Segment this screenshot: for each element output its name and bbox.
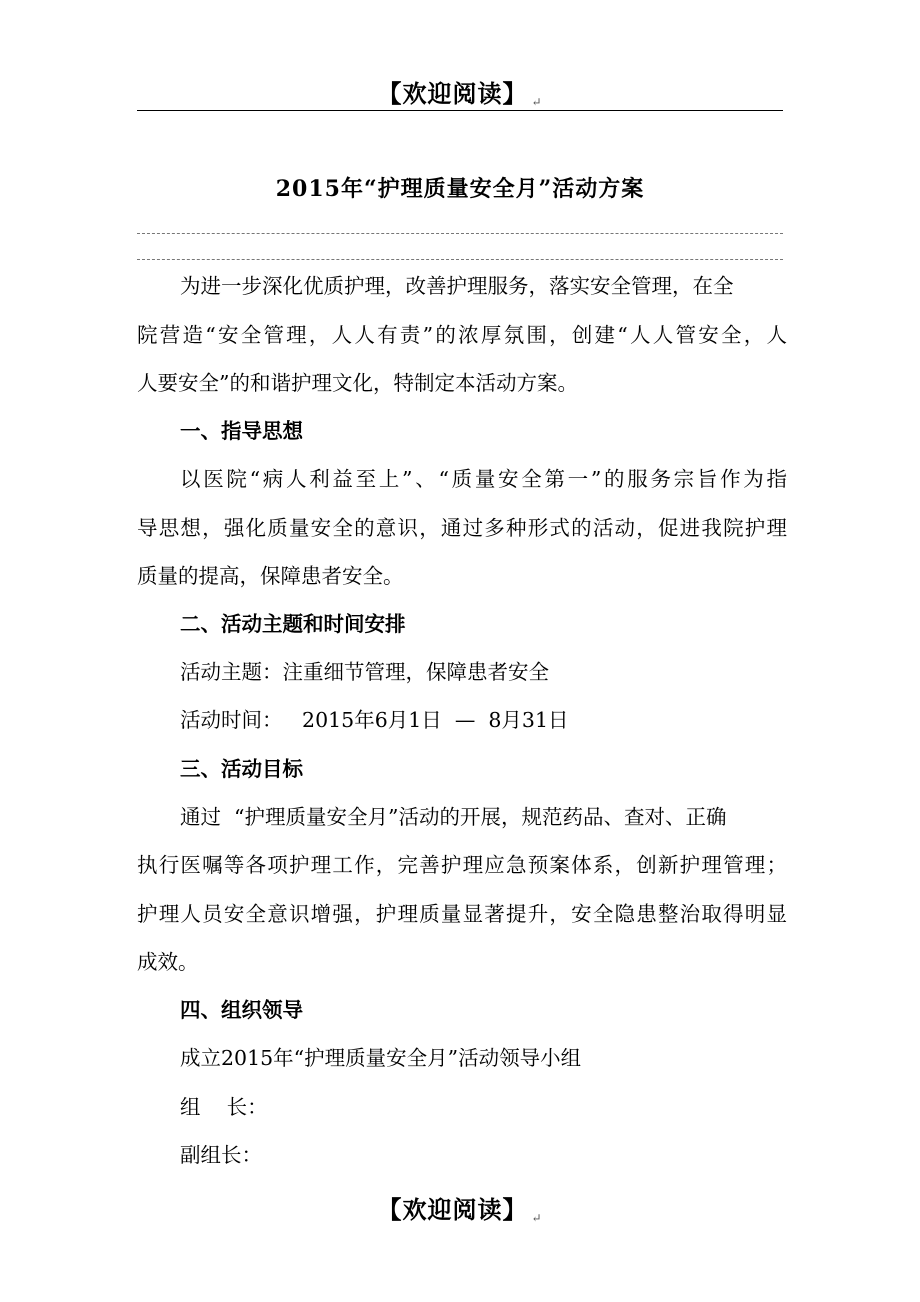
document-title: 2015年“护理质量安全月”活动方案	[275, 176, 645, 202]
section4-line-1: 成立2015年“护理质量安全月”活动领导小组	[180, 1046, 582, 1070]
section3-line-2: 执行医嘱等各项护理工作，完善护理应急预案体系，创新护理管理；	[137, 853, 787, 877]
section3-line-1: 通过 “护理质量安全月”活动的开展，规范药品、查对、正确	[180, 805, 727, 829]
section-heading-1: 一、指导思想	[180, 419, 303, 443]
section1-line-3: 质量的提高，保障患者安全。	[137, 564, 404, 588]
page-header	[0, 74, 920, 109]
intro-line-3: 人要安全”的和谐护理文化，特制定本活动方案。	[137, 371, 578, 395]
section2-line-1: 活动主题：注重细节管理，保障患者安全	[180, 660, 549, 684]
section3-line-3: 护理人员安全意识增强，护理质量显著提升，安全隐患整治取得明显	[137, 902, 787, 926]
paragraph-mark-icon: ↵	[531, 95, 543, 109]
page-footer	[0, 1190, 920, 1225]
section1-line-2: 导思想，强化质量安全的意识，通过多种形式的活动，促进我院护理	[137, 516, 787, 540]
intro-line-1: 为进一步深化优质护理，改善护理服务，落实安全管理，在全	[180, 274, 734, 298]
paragraph-mark-icon: ↵	[531, 1211, 543, 1225]
section4-line-3: 副组长：	[180, 1143, 262, 1167]
section-heading-2: 二、活动主题和时间安排	[180, 612, 406, 636]
section-heading-3: 三、活动目标	[180, 757, 303, 781]
intro-line-2: 院营造“安全管理，人人有责”的浓厚氛围，创建“人人管安全，人	[137, 323, 787, 347]
footer-text: 【欢迎阅读】	[377, 1195, 528, 1224]
section3-line-4: 成效。	[137, 950, 199, 974]
header-text: 【欢迎阅读】	[377, 79, 528, 108]
section4-line-2: 组 长：	[180, 1095, 268, 1119]
header-rule	[137, 110, 783, 111]
section2-line-2: 活动时间： 2015年6月1日 — 8月31日	[180, 708, 569, 732]
dashed-divider-top	[137, 233, 783, 234]
section-heading-4: 四、组织领导	[180, 998, 303, 1022]
section1-line-1: 以医院“病人利益至上”、“质量安全第一”的服务宗旨作为指	[180, 467, 787, 491]
dashed-divider-bottom	[137, 259, 783, 260]
